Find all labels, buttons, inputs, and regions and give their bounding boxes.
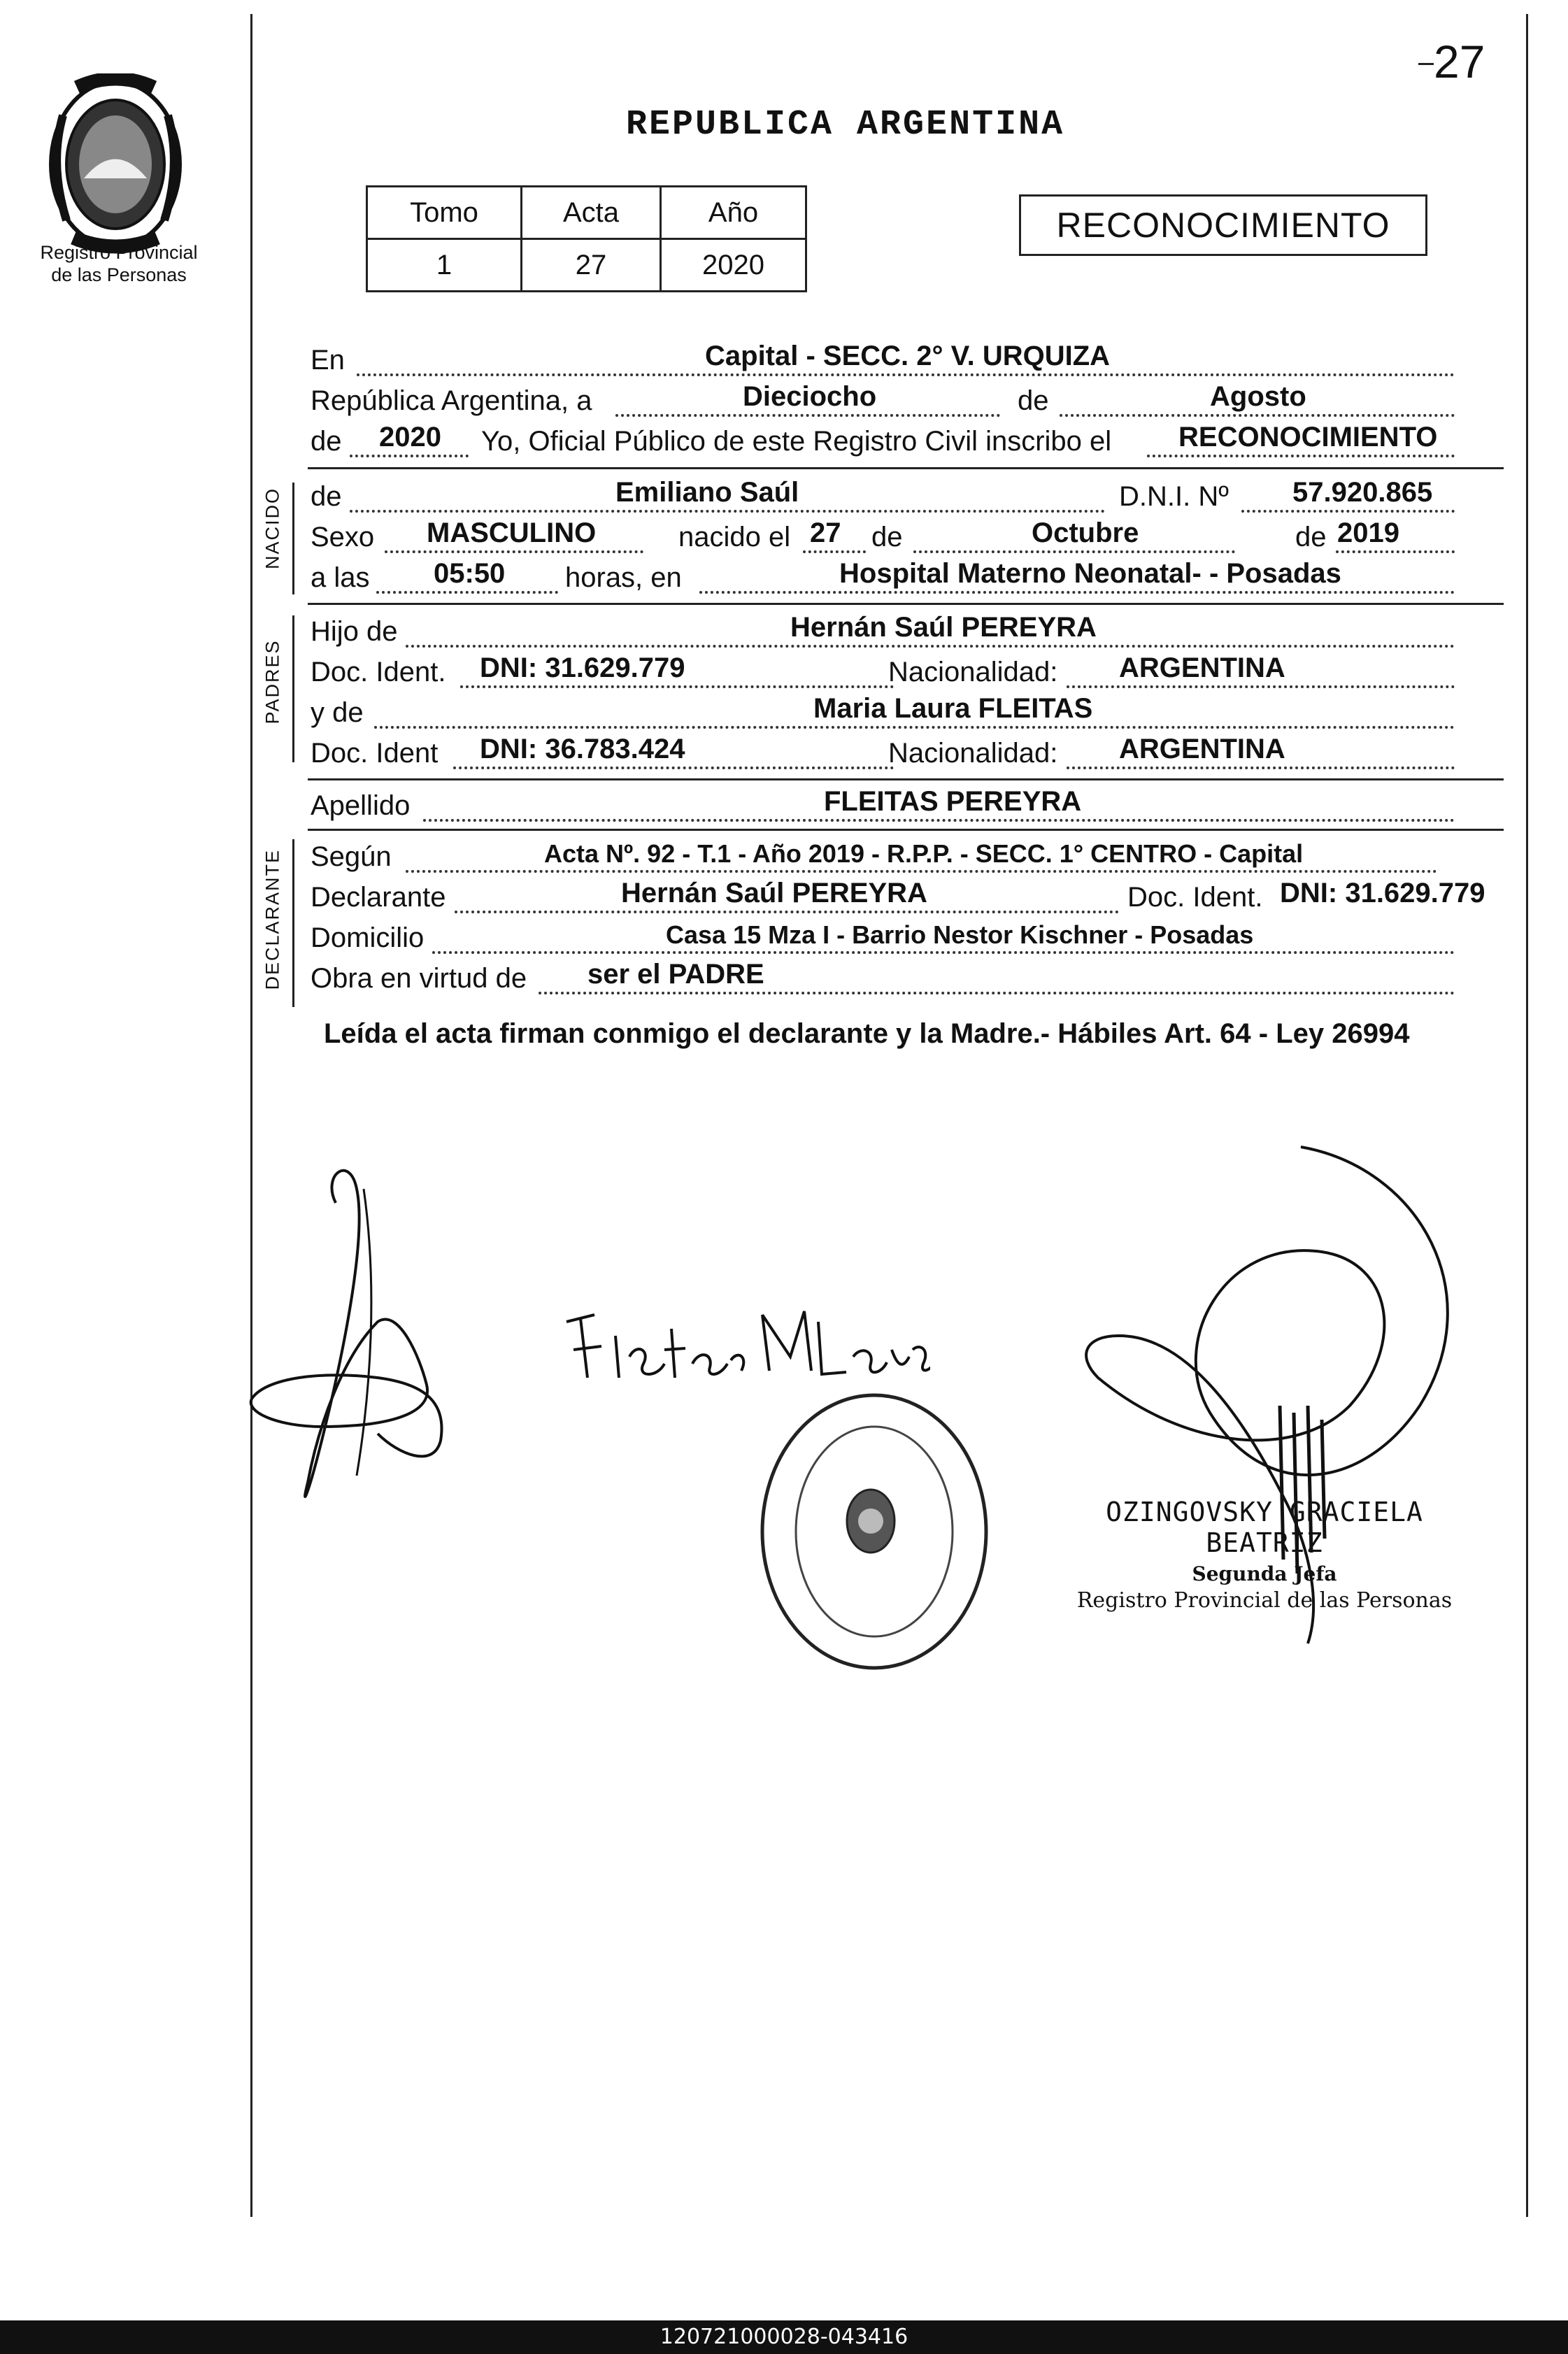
nacido-section-label: NACIDO (262, 487, 283, 570)
domicilio-label: Domicilio (311, 922, 425, 953)
row-nacido-nombre (308, 478, 1497, 518)
inscribo-label: Yo, Oficial Público de este Registro Civil inscribo el (481, 426, 1112, 457)
row-en (308, 341, 1497, 382)
misiones-coat-of-arms-logo (35, 73, 196, 255)
declarante-signature (238, 1147, 560, 1539)
de-label: de (1018, 385, 1049, 416)
declarante-doc-label: Doc. Ident. (1127, 882, 1263, 913)
left-margin-line (250, 14, 252, 2217)
en-value: Capital - SECC. 2° V. URQUIZA (705, 341, 1111, 371)
de-label-2: de (311, 426, 342, 457)
official-name: OZINGOVSKY GRACIELA BEATRIZ (1106, 1497, 1423, 1558)
row-hijo-de (308, 613, 1497, 653)
y-de-label: y de (311, 697, 364, 728)
birth-year-value: 2019 (1337, 518, 1399, 548)
father-name-value: Hernán Saúl PEREYRA (790, 612, 1097, 643)
mother-nat-value: ARGENTINA (1119, 734, 1285, 764)
row-obra (308, 960, 1497, 1000)
row-father-doc (308, 653, 1497, 694)
alas-label: a las (311, 562, 370, 593)
tomo-value: 1 (367, 239, 522, 292)
sexo-label: Sexo (311, 522, 375, 552)
birth-month-value: Octubre (1032, 518, 1139, 548)
barcode-footer: 120721000028-043416 (0, 2320, 1568, 2354)
declarante-label: Declarante (311, 882, 446, 913)
padres-section-label: PADRES (262, 639, 283, 725)
declarante-section-label: DECLARANTE (262, 848, 283, 990)
day-value: Dieciocho (743, 381, 877, 412)
row-mother-doc (308, 734, 1497, 775)
acta-header: Acta (522, 187, 661, 239)
page-number: 27 (1434, 36, 1485, 87)
mother-doc-label: Doc. Ident (311, 738, 439, 769)
year-value: 2020 (379, 422, 441, 452)
father-nat-label: Nacionalidad: (888, 657, 1058, 687)
birth-place-value: Hospital Materno Neonatal- - Posadas (839, 558, 1341, 589)
hijo-de-label: Hijo de (311, 616, 398, 647)
domicilio-value: Casa 15 Mza I - Barrio Nestor Kischner - Posadas (666, 920, 1254, 949)
father-doc-label: Doc. Ident. (311, 657, 446, 687)
en-label: En (311, 345, 345, 376)
obra-label: Obra en virtud de (311, 963, 527, 994)
row-apellido (308, 787, 1497, 827)
segun-value: Acta Nº. 92 - T.1 - Año 2019 - R.P.P. - SECC. 1° CENTRO - Capital (544, 839, 1304, 868)
register-table (366, 185, 807, 292)
father-nat-value: ARGENTINA (1119, 652, 1285, 683)
birth-de-label-2: de (1295, 522, 1327, 552)
row-anio-inscribo (308, 422, 1497, 463)
right-margin-line (1526, 14, 1528, 2217)
row-segun (308, 838, 1497, 878)
row-declarante (308, 878, 1497, 919)
closing-statement: Leída el acta firman conmigo el declarante y la Madre.- Hábiles Art. 64 - Ley 26994 (324, 1018, 1410, 1049)
birth-day-value: 27 (810, 518, 841, 548)
horas-en-label: horas, en (565, 562, 682, 593)
inscribo-value: RECONOCIMIENTO (1178, 422, 1438, 452)
nacido-name-value: Emiliano Saúl (615, 477, 799, 508)
apellido-value: FLEITAS PEREYRA (824, 786, 1082, 817)
obra-value: ser el PADRE (587, 959, 764, 990)
birth-time-value: 05:50 (434, 558, 506, 589)
nacido-de-label: de (311, 481, 342, 512)
document-type-box: RECONOCIMIENTO (1019, 194, 1427, 256)
dni-label: D.N.I. Nº (1119, 481, 1229, 512)
register-table-value-row (367, 239, 806, 292)
row-y-de (308, 694, 1497, 734)
registro-stamp (748, 1381, 1000, 1682)
row-sexo (308, 518, 1497, 559)
nacido-el-label: nacido el (678, 522, 791, 552)
anio-value: 2020 (661, 239, 806, 292)
father-doc-value: DNI: 31.629.779 (480, 652, 685, 683)
official-role: Segunda Jefa (1192, 1562, 1337, 1585)
month-value: Agosto (1210, 381, 1306, 412)
segun-label: Según (311, 841, 392, 872)
birth-de-label: de (871, 522, 903, 552)
mother-doc-value: DNI: 36.783.424 (480, 734, 685, 764)
declarante-value: Hernán Saúl PEREYRA (621, 878, 927, 908)
logo-caption: Registro Provincial de las Personas (40, 242, 198, 285)
apellido-label: Apellido (311, 790, 411, 821)
row-domicilio (308, 919, 1497, 960)
official-block (1062, 1497, 1467, 1613)
mother-name-value: Maria Laura FLEITAS (813, 693, 1093, 724)
document-title: REPUBLICA ARGENTINA (626, 105, 1065, 145)
tomo-header: Tomo (367, 187, 522, 239)
official-org: Registro Provincial de las Personas (1076, 1588, 1453, 1613)
republica-label: República Argentina, a (311, 385, 592, 416)
sexo-value: MASCULINO (427, 518, 597, 548)
declarante-doc-value: DNI: 31.629.779 (1280, 878, 1485, 908)
anio-header: Año (661, 187, 806, 239)
mother-signature (553, 1294, 930, 1392)
nacido-dni-value: 57.920.865 (1292, 477, 1433, 508)
row-fecha (308, 382, 1497, 422)
acta-value: 27 (522, 239, 661, 292)
register-table-header-row (367, 187, 806, 239)
mother-nat-label: Nacionalidad: (888, 738, 1058, 769)
row-hora-lugar (308, 559, 1497, 599)
